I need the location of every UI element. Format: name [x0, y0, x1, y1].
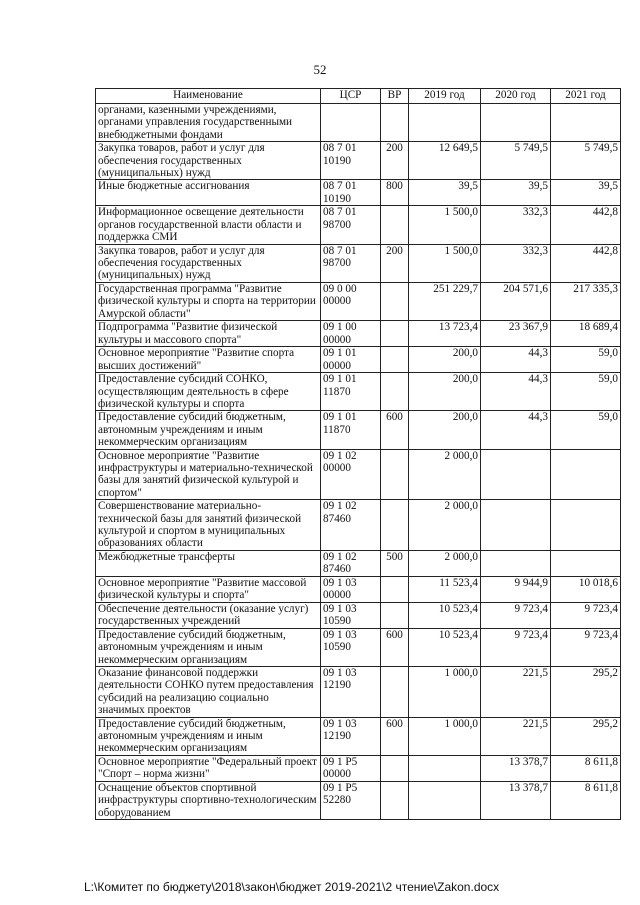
row-vr-cell [381, 667, 409, 718]
row-2021-cell: 59,0 [551, 411, 621, 449]
table-row [96, 321, 621, 347]
header-name: Наименование [96, 89, 321, 104]
table-row [96, 755, 621, 781]
row-2020-cell: 221,5 [481, 717, 551, 755]
row-2021-cell [551, 500, 621, 551]
row-2020-cell: 13 378,7 [481, 781, 551, 819]
row-name-cell: Основное мероприятие "Развитие инфраструктуры и материально-технической базы для занятий физической культурой и спортом" [96, 449, 321, 500]
row-vr-cell: 600 [381, 411, 409, 449]
row-vr-cell: 800 [381, 180, 409, 206]
row-2021-cell: 8 611,8 [551, 755, 621, 781]
row-name-cell: Предоставление субсидий СОНКО, осуществляющим деятельность в сфере физической культуры и спорта [96, 373, 321, 411]
header-vr: ВР [381, 89, 409, 104]
row-2019-cell [409, 781, 481, 819]
row-vr-cell [381, 449, 409, 500]
row-2019-cell: 2 000,0 [409, 500, 481, 551]
row-2020-cell: 44,3 [481, 411, 551, 449]
row-csr-cell: 09 1 P5 00000 [321, 755, 381, 781]
row-name-cell: Информационное освещение деятельности органов государственной власти области и поддержка СМИ [96, 206, 321, 244]
row-vr-cell: 600 [381, 628, 409, 666]
row-csr-cell: 08 7 01 98700 [321, 206, 381, 244]
table-row [96, 667, 621, 718]
row-vr-cell: 500 [381, 550, 409, 576]
table-row [96, 411, 621, 449]
row-2021-cell: 8 611,8 [551, 781, 621, 819]
row-csr-cell: 09 1 01 00000 [321, 347, 381, 373]
row-2021-cell: 295,2 [551, 667, 621, 718]
row-2019-cell: 1 500,0 [409, 244, 481, 282]
table-row [96, 550, 621, 576]
row-2019-cell: 2 000,0 [409, 550, 481, 576]
row-2020-cell [481, 104, 551, 142]
row-2020-cell: 39,5 [481, 180, 551, 206]
row-2019-cell: 13 723,4 [409, 321, 481, 347]
row-2021-cell: 59,0 [551, 373, 621, 411]
row-name-cell: Предоставление субсидий бюджетным, автономным учреждениям и иным некоммерческим организациям [96, 411, 321, 449]
row-2020-cell: 9 944,9 [481, 576, 551, 602]
table-row [96, 781, 621, 819]
row-2019-cell: 1 000,0 [409, 667, 481, 718]
header-2021: 2021 год [551, 89, 621, 104]
row-csr-cell: 09 1 03 00000 [321, 576, 381, 602]
row-2019-cell: 251 229,7 [409, 282, 481, 320]
row-2019-cell: 2 000,0 [409, 449, 481, 500]
row-2019-cell: 1 000,0 [409, 717, 481, 755]
row-2021-cell: 442,8 [551, 244, 621, 282]
row-2021-cell: 18 689,4 [551, 321, 621, 347]
row-2020-cell: 23 367,9 [481, 321, 551, 347]
row-2021-cell: 295,2 [551, 717, 621, 755]
row-vr-cell [381, 321, 409, 347]
row-csr-cell: 09 1 02 00000 [321, 449, 381, 500]
table-row [96, 628, 621, 666]
row-2020-cell: 204 571,6 [481, 282, 551, 320]
row-2020-cell: 44,3 [481, 347, 551, 373]
row-name-cell: Предоставление субсидий бюджетным, автономным учреждениям и иным некоммерческим организациям [96, 717, 321, 755]
row-2020-cell [481, 449, 551, 500]
row-vr-cell [381, 104, 409, 142]
row-2019-cell: 1 500,0 [409, 206, 481, 244]
row-name-cell: Закупка товаров, работ и услуг для обеспечения государственных (муниципальных) нужд [96, 142, 321, 180]
row-csr-cell: 09 1 03 12190 [321, 717, 381, 755]
row-name-cell: Иные бюджетные ассигнования [96, 180, 321, 206]
row-name-cell: Обеспечение деятельности (оказание услуг) государственных учреждений [96, 602, 321, 628]
row-csr-cell: 09 1 03 10590 [321, 628, 381, 666]
row-vr-cell [381, 755, 409, 781]
row-vr-cell: 200 [381, 244, 409, 282]
row-csr-cell: 08 7 01 10190 [321, 180, 381, 206]
row-csr-cell: 09 1 00 00000 [321, 321, 381, 347]
row-2021-cell [551, 550, 621, 576]
row-vr-cell [381, 347, 409, 373]
table-row [96, 180, 621, 206]
row-vr-cell [381, 781, 409, 819]
row-csr-cell: 09 1 01 11870 [321, 373, 381, 411]
table-row [96, 576, 621, 602]
row-vr-cell [381, 206, 409, 244]
header-2019: 2019 год [409, 89, 481, 104]
header-csr: ЦСР [321, 89, 381, 104]
row-2021-cell: 9 723,4 [551, 602, 621, 628]
file-path-footer: L:\Комитет по бюджету\2018\закон\бюджет 2019-2021\2 чтение\Zakon.docx [84, 880, 500, 894]
table-row [96, 244, 621, 282]
row-name-cell: Оказание финансовой поддержки деятельности СОНКО путем предоставления субсидий на реализацию социально значимых проектов [96, 667, 321, 718]
row-2020-cell: 332,3 [481, 206, 551, 244]
row-2019-cell: 11 523,4 [409, 576, 481, 602]
row-vr-cell: 200 [381, 142, 409, 180]
row-2019-cell: 12 649,5 [409, 142, 481, 180]
row-vr-cell [381, 576, 409, 602]
row-2021-cell: 5 749,5 [551, 142, 621, 180]
row-csr-cell: 08 7 01 98700 [321, 244, 381, 282]
row-2020-cell: 5 749,5 [481, 142, 551, 180]
row-2020-cell: 13 378,7 [481, 755, 551, 781]
row-name-cell: Совершенствование материально-технической базы для занятий физической культурой и спортом в муниципальных образованиях области [96, 500, 321, 551]
table-row [96, 449, 621, 500]
row-vr-cell [381, 602, 409, 628]
row-2020-cell: 9 723,4 [481, 628, 551, 666]
row-name-cell: Предоставление субсидий бюджетным, автономным учреждениям и иным некоммерческим организациям [96, 628, 321, 666]
row-name-cell: Оснащение объектов спортивной инфраструктуры спортивно-технологическим оборудованием [96, 781, 321, 819]
row-name-cell: Основное мероприятие "Федеральный проект "Спорт – норма жизни" [96, 755, 321, 781]
row-name-cell: Государственная программа "Развитие физической культуры и спорта на территории Амурской области" [96, 282, 321, 320]
row-2020-cell: 332,3 [481, 244, 551, 282]
row-2021-cell [551, 449, 621, 500]
row-2021-cell: 442,8 [551, 206, 621, 244]
table-row [96, 602, 621, 628]
row-csr-cell [321, 104, 381, 142]
row-2021-cell: 10 018,6 [551, 576, 621, 602]
row-2019-cell: 200,0 [409, 411, 481, 449]
row-vr-cell [381, 373, 409, 411]
row-2020-cell [481, 500, 551, 551]
row-2019-cell [409, 755, 481, 781]
row-name-cell: Основное мероприятие "Развитие массовой физической культуры и спорта" [96, 576, 321, 602]
table-row [96, 500, 621, 551]
row-2019-cell [409, 104, 481, 142]
row-csr-cell: 09 1 P5 52280 [321, 781, 381, 819]
row-csr-cell: 09 1 03 12190 [321, 667, 381, 718]
row-2021-cell: 39,5 [551, 180, 621, 206]
row-csr-cell: 09 1 03 10590 [321, 602, 381, 628]
row-2019-cell: 200,0 [409, 347, 481, 373]
row-csr-cell: 09 0 00 00000 [321, 282, 381, 320]
row-name-cell: Межбюджетные трансферты [96, 550, 321, 576]
row-2021-cell: 9 723,4 [551, 628, 621, 666]
header-2020: 2020 год [481, 89, 551, 104]
row-2019-cell: 10 523,4 [409, 628, 481, 666]
table-row [96, 373, 621, 411]
row-vr-cell [381, 500, 409, 551]
row-2021-cell: 217 335,3 [551, 282, 621, 320]
row-2019-cell: 10 523,4 [409, 602, 481, 628]
row-csr-cell: 09 1 02 87460 [321, 500, 381, 551]
table-row [96, 142, 621, 180]
row-csr-cell: 09 1 02 87460 [321, 550, 381, 576]
page-number: 52 [313, 62, 327, 77]
row-vr-cell: 600 [381, 717, 409, 755]
row-2020-cell [481, 550, 551, 576]
table-row [96, 717, 621, 755]
row-name-cell: органами, казенными учреждениями, органами управления государственными внебюджетными фондами [96, 104, 321, 142]
row-csr-cell: 08 7 01 10190 [321, 142, 381, 180]
row-vr-cell [381, 282, 409, 320]
row-2019-cell: 39,5 [409, 180, 481, 206]
table-row [96, 282, 621, 320]
row-name-cell: Основное мероприятие "Развитие спорта высших достижений" [96, 347, 321, 373]
row-2019-cell: 200,0 [409, 373, 481, 411]
row-name-cell: Подпрограмма "Развитие физической культуры и массового спорта" [96, 321, 321, 347]
row-2021-cell: 59,0 [551, 347, 621, 373]
table-row [96, 206, 621, 244]
table-row [96, 347, 621, 373]
table-header-row [96, 89, 621, 104]
budget-table [95, 88, 621, 820]
row-2020-cell: 44,3 [481, 373, 551, 411]
row-name-cell: Закупка товаров, работ и услуг для обеспечения государственных (муниципальных) нужд [96, 244, 321, 282]
row-csr-cell: 09 1 01 11870 [321, 411, 381, 449]
row-2021-cell [551, 104, 621, 142]
row-2020-cell: 221,5 [481, 667, 551, 718]
table-row [96, 104, 621, 142]
row-2020-cell: 9 723,4 [481, 602, 551, 628]
